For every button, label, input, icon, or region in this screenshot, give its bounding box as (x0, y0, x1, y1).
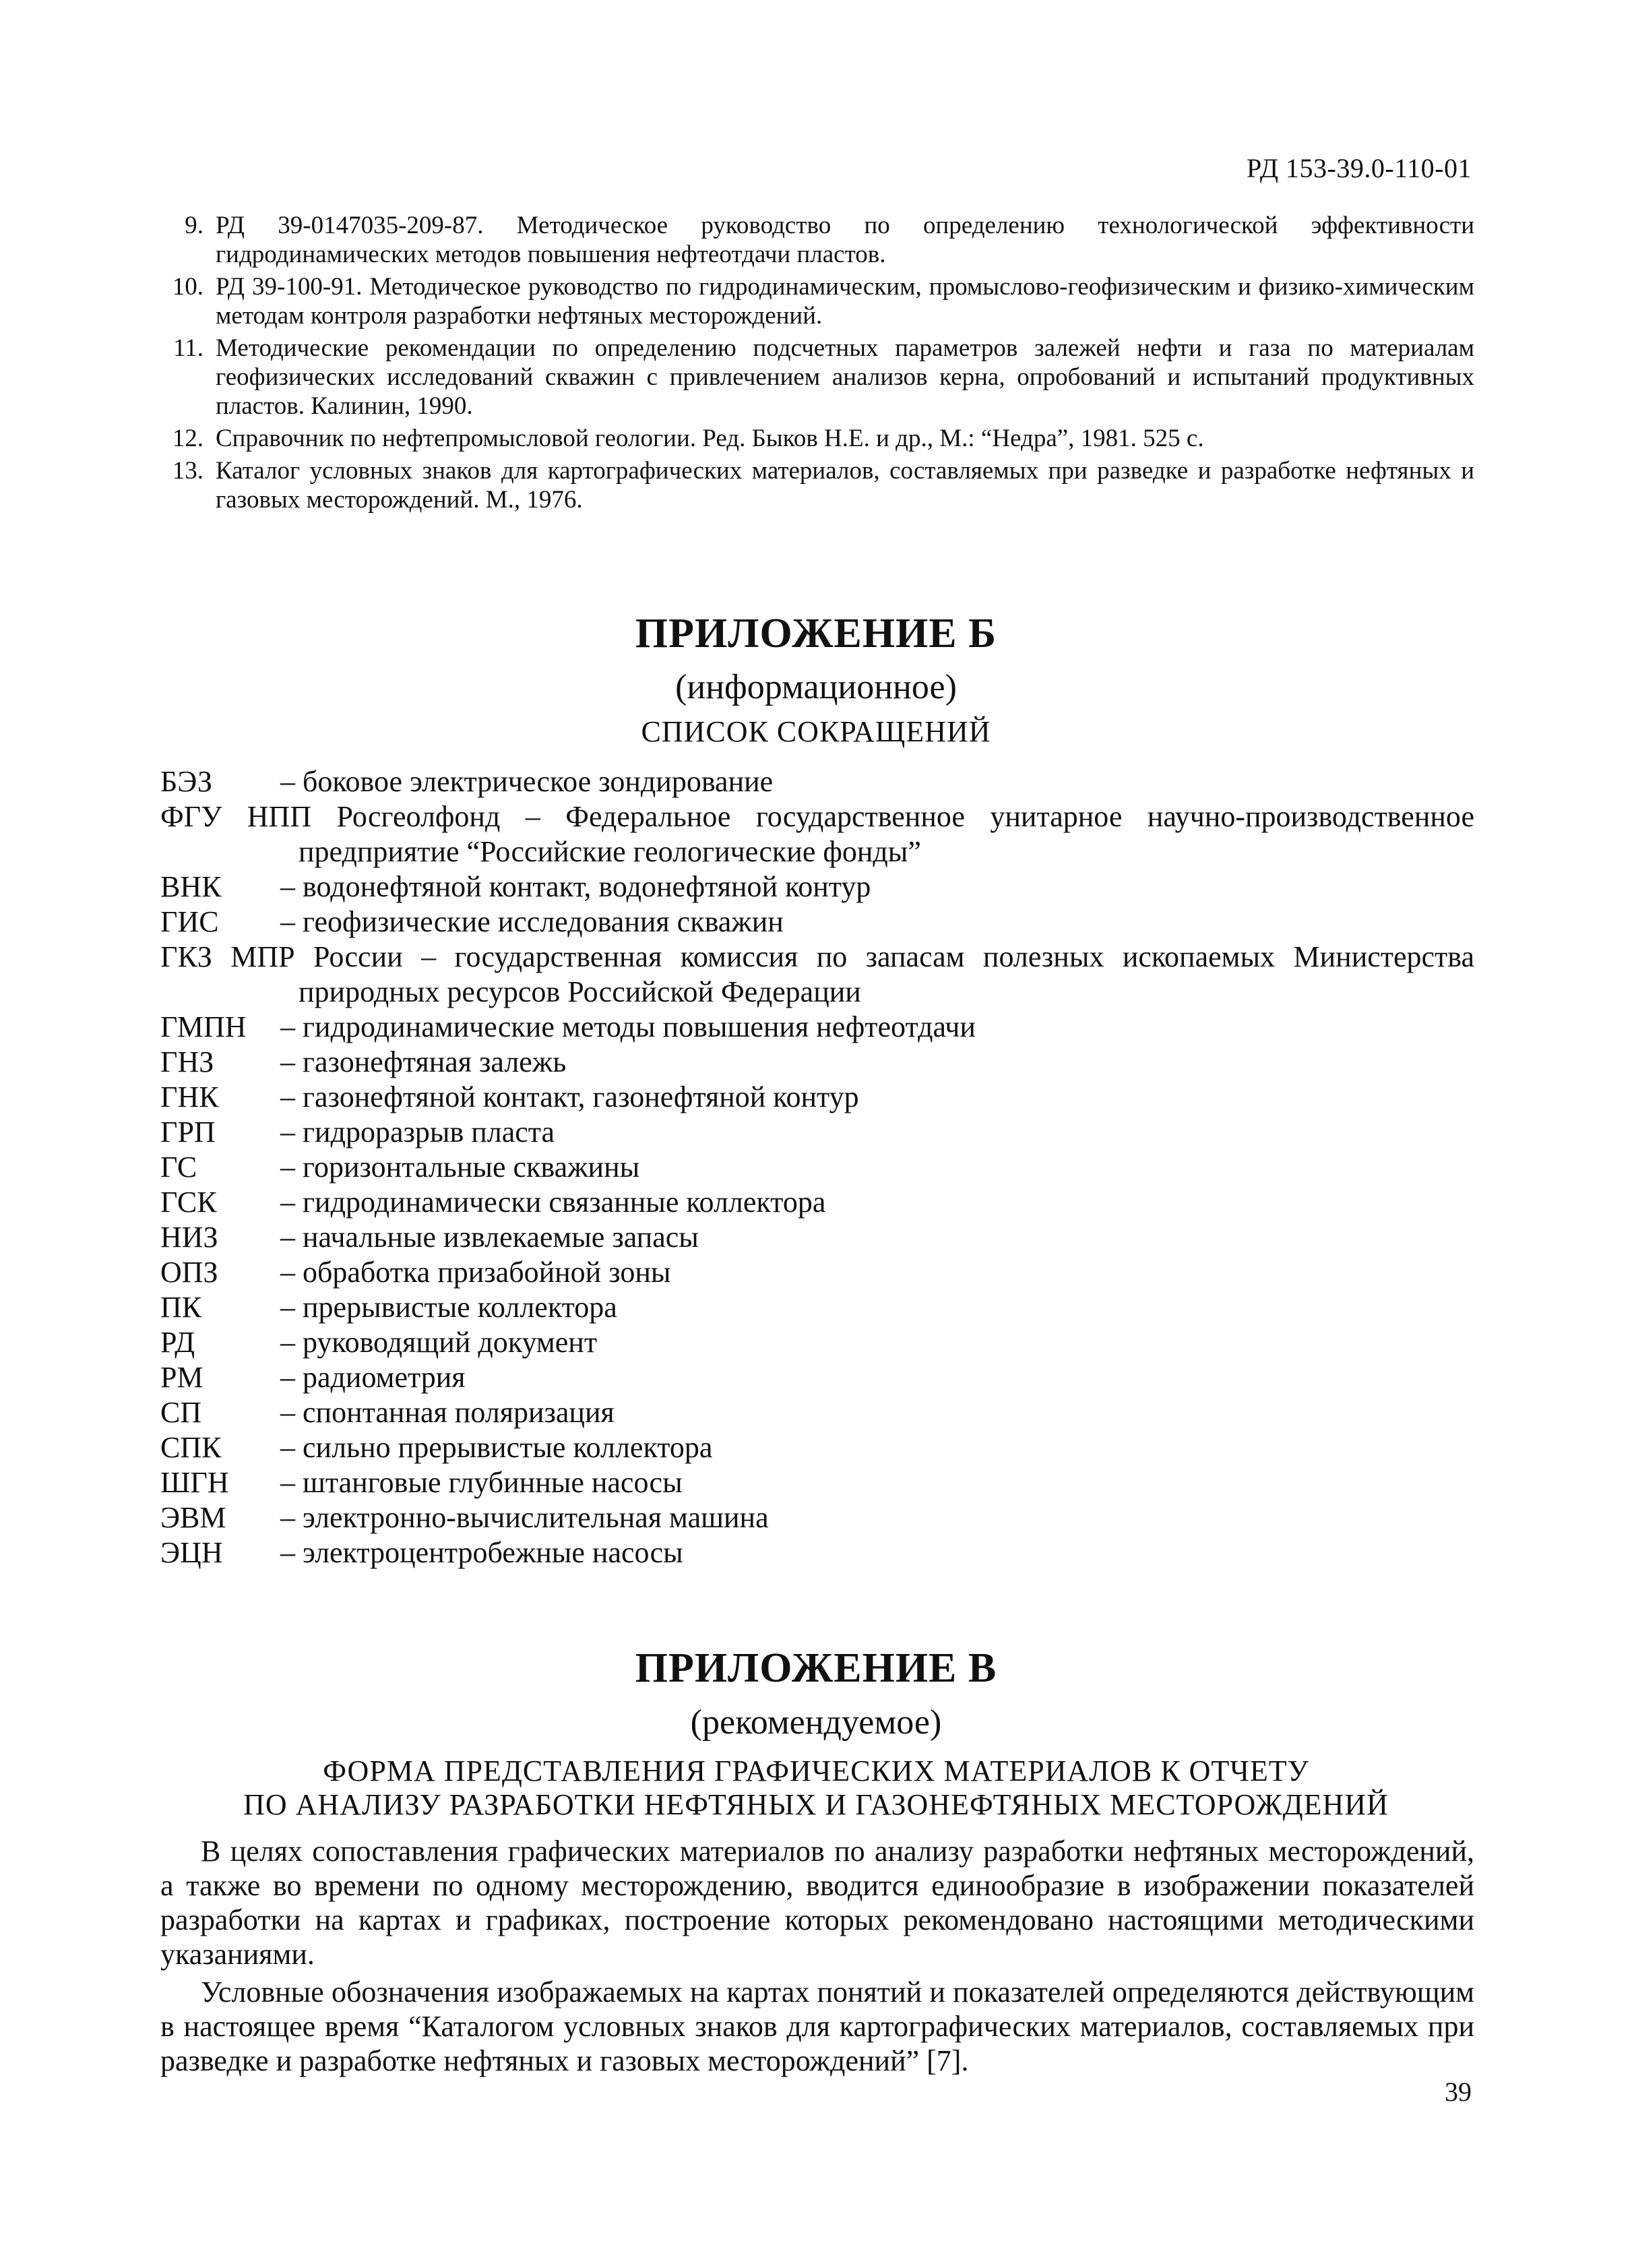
abbreviation-definition: – радиометрия (280, 1361, 466, 1394)
appendix-b-heading: СПИСОК СОКРАЩЕНИЙ (641, 715, 991, 748)
abbreviation-item (160, 905, 1474, 940)
abbreviation-item (160, 1080, 1474, 1115)
reference-text: Справочник по нефтепромысловой геологии. Ред. Быков Н.Е. и др., М.: “Недра”, 1981. 525 с. (216, 425, 1204, 452)
reference-number: 10. (172, 273, 203, 301)
abbreviation-item (160, 1325, 1474, 1360)
abbreviation-definition-continued: предприятие “Российские геологические фонды” (299, 835, 921, 868)
abbreviation-definition: – водонефтяной контакт, водонефтяной контур (280, 870, 871, 903)
abbreviation-item (160, 1360, 1474, 1395)
appendix-v-paragraph-2: Условные обозначения изображаемых на картах понятий и показателей определяются действующим в настоящее время “Каталогом условных знаков для картографических материалов, составляемых при разведке и разработке нефтяных и газовых месторождений” [7]. (160, 1975, 1474, 2077)
abbreviation-term: НИЗ (160, 1221, 218, 1254)
reference-text: Каталог условных знаков для картографических материалов, составляемых при разведке и разработке нефтяных и газовых месторождений. М., 1976. (216, 457, 1474, 514)
abbreviation-item (160, 764, 1474, 799)
reference-list (160, 211, 1474, 518)
abbreviation-item (160, 799, 1474, 869)
abbreviation-term: СПК (160, 1431, 222, 1464)
reference-text: Методические рекомендации по определению подсчетных параметров залежей нефти и газа по материалам геофизических исследований скважин с привлечением анализов керна, опробований и испытаний продуктивных пластов. Калинин, 1990. (216, 334, 1474, 420)
abbreviation-item (160, 1395, 1474, 1430)
abbreviation-definition: – сильно прерывистые коллектора (280, 1431, 713, 1464)
abbreviation-definition: – прерывистые коллектора (280, 1291, 617, 1324)
abbreviation-definition: – Федеральное государственное унитарное научно-производственное (525, 800, 1475, 833)
reference-item (160, 456, 1474, 514)
abbreviation-definition: – боковое электрическое зондирование (280, 765, 774, 798)
abbreviation-item (160, 1045, 1474, 1080)
abbreviation-item (160, 1430, 1474, 1465)
abbreviation-definition-continued: природных ресурсов Российской Федерации (299, 975, 861, 1008)
abbreviation-item (160, 1290, 1474, 1325)
abbreviation-term: СП (160, 1396, 202, 1429)
abbreviation-item (160, 1010, 1474, 1045)
abbreviation-definition: – начальные извлекаемые запасы (280, 1221, 699, 1254)
appendix-b-subtitle: (информационное) (675, 668, 957, 706)
page-number: 39 (1445, 2077, 1472, 2107)
abbreviation-definition: – гидродинамические методы повышения нефтеотдачи (280, 1010, 976, 1043)
appendix-v-heading-line1: ФОРМА ПРЕДСТАВЛЕНИЯ ГРАФИЧЕСКИХ МАТЕРИАЛОВ К ОТЧЕТУ (323, 1754, 1309, 1787)
abbreviation-term: ГМПН (160, 1010, 247, 1043)
abbreviation-item (160, 1535, 1474, 1570)
reference-number: 9. (185, 212, 203, 239)
abbreviation-definition: – электронно-вычислительная машина (280, 1501, 769, 1534)
reference-text: РД 39-100-91. Методическое руководство по гидродинамическим, промыслово-геофизическим и физико-химическим методам контроля разработки нефтяных месторождений. (216, 273, 1474, 330)
abbreviation-term: ВНК (160, 870, 222, 903)
abbreviation-term: БЭЗ (160, 765, 212, 798)
abbreviation-item (160, 940, 1474, 1010)
abbreviation-definition: – газонефтяной контакт, газонефтяной контур (280, 1080, 859, 1113)
abbreviation-definition: – газонефтяная залежь (280, 1045, 567, 1078)
abbreviation-term: ФГУ НПП Росгеолфонд (160, 800, 501, 833)
abbreviation-definition: – гидродинамически связанные коллектора (280, 1186, 826, 1219)
abbreviation-term: ГРП (160, 1115, 216, 1148)
abbreviation-item (160, 1150, 1474, 1185)
appendix-v-title: ПРИЛОЖЕНИЕ В (635, 1645, 997, 1691)
abbreviation-item (160, 869, 1474, 905)
abbreviation-definition: – гидроразрыв пласта (280, 1115, 555, 1148)
appendix-b-title: ПРИЛОЖЕНИЕ Б (635, 611, 997, 656)
abbreviation-term: ГНК (160, 1080, 219, 1113)
abbreviation-definition: – штанговые глубинные насосы (280, 1466, 683, 1499)
abbreviation-term: ГС (160, 1151, 197, 1184)
appendix-v-subtitle: (рекомендуемое) (690, 1703, 942, 1742)
abbreviation-term: ШГН (160, 1466, 229, 1499)
reference-item (160, 334, 1474, 421)
abbreviation-item (160, 1220, 1474, 1255)
abbreviation-term: ГИС (160, 905, 219, 938)
abbreviation-item (160, 1185, 1474, 1220)
abbreviation-term: РД (160, 1326, 195, 1359)
abbreviation-term: РМ (160, 1361, 203, 1394)
abbreviation-definition: – руководящий документ (280, 1326, 598, 1359)
abbreviation-term: ЭВМ (160, 1501, 226, 1534)
abbreviation-term: ОПЗ (160, 1256, 218, 1289)
reference-number: 13. (172, 457, 203, 485)
abbreviation-term: ГСК (160, 1186, 217, 1219)
reference-item (160, 211, 1474, 269)
appendix-v-paragraph-1: В целях сопоставления графических материалов по анализу разработки нефтяных месторождений, а также во времени по одному месторождению, вводится единообразие в изображении показателей разработки на картах и графиках, построение которых рекомендовано настоящими методическими указаниями. (160, 1835, 1474, 1971)
reference-number: 11. (173, 334, 203, 362)
abbreviation-list (160, 764, 1474, 1570)
document-code: РД 153-39.0-110-01 (1247, 153, 1472, 183)
abbreviation-term: ГНЗ (160, 1045, 214, 1078)
abbreviation-definition: – обработка призабойной зоны (280, 1256, 671, 1289)
abbreviation-term: ГКЗ МПР России (160, 940, 403, 973)
appendix-v-heading-line2: ПО АНАЛИЗУ РАЗРАБОТКИ НЕФТЯНЫХ И ГАЗОНЕФТЯНЫХ МЕСТОРОЖДЕНИЙ (243, 1788, 1389, 1821)
reference-number: 12. (172, 425, 203, 452)
abbreviation-item (160, 1500, 1474, 1535)
abbreviation-definition: – спонтанная поляризация (280, 1396, 615, 1429)
reference-item (160, 424, 1474, 453)
reference-text: РД 39-0147035-209-87. Методическое руководство по определению технологической эффективности гидродинамических методов повышения нефтеотдачи пластов. (216, 212, 1474, 268)
abbreviation-item (160, 1115, 1474, 1150)
abbreviation-term: ПК (160, 1291, 202, 1324)
abbreviation-definition: – горизонтальные скважины (280, 1151, 640, 1184)
abbreviation-item (160, 1255, 1474, 1290)
reference-item (160, 272, 1474, 330)
abbreviation-definition: – государственная комиссия по запасам полезных ископаемых Министерства (421, 940, 1475, 973)
abbreviation-item (160, 1465, 1474, 1500)
abbreviation-definition: – геофизические исследования скважин (280, 905, 784, 938)
abbreviation-definition: – электроцентробежные насосы (280, 1536, 683, 1569)
abbreviation-term: ЭЦН (160, 1536, 223, 1569)
